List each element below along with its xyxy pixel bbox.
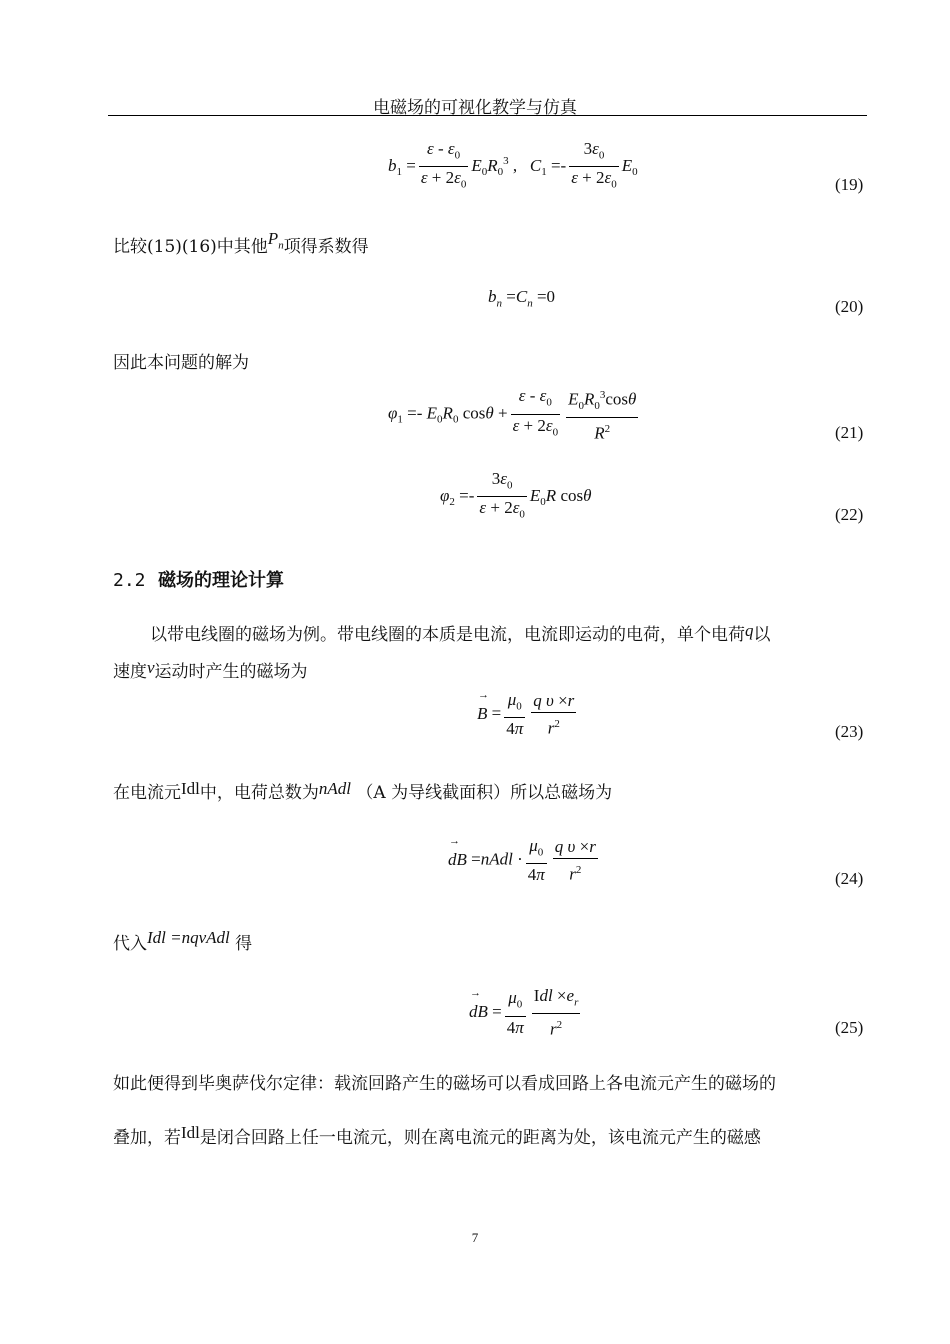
running-header: 电磁场的可视化教学与仿真 [373,98,577,118]
paragraph-current-element: 在电流元Idl中，电荷总数为nAdl （A 为导线截面积）所以总磁场为 [113,779,613,803]
paragraph-solution: 因此本问题的解为 [113,353,249,373]
equation-number-25: (25) [835,1018,864,1037]
section-heading: 2.2 磁场的理论计算 [113,570,285,591]
equation-number-22: (22) [835,505,864,524]
equation-19: $b_1$ = $\frac{\varepsilon - \varepsilon_0}{\varepsilon + 2\varepsilon_0}$ $E_0R_0^3$ , $C_1$ =- $\frac{3\varepsilon_0}{\varepsilon + 2\varepsilon_0}$ $E_0$ [388,139,638,191]
equation-24: → dB =nAdl · $\frac{\mu_0}{4\pi}$ $\frac{\text{q υ ×r}}{r^2}$ [448,835,601,886]
paragraph-coefficients: 比较(15)(16)中其他$P_n$项得系数得 [113,229,369,257]
equation-20: $b_n =C_n =0$ [488,287,556,310]
paragraph-biot-savart-line2: 叠加，若Idl是闭合回路上任一电流元，则在离电流元的距离为处，该电流元产生的磁感 [113,1123,761,1148]
equation-22: $\varphi_2$ =- $\frac{3\varepsilon_0}{\varepsilon + 2\varepsilon_0}$ $E_0R$ cosθ [440,469,592,521]
equation-number-21: (21) [835,423,864,442]
paragraph-coil-line1: 以带电线圈的磁场为例。带电线圈的本质是电流，电流即运动的电荷，单个电荷q以 [150,621,771,645]
paragraph-coil-line2: 速度v运动时产生的磁场为 [113,658,308,682]
equation-21: $\varphi_1 =- E_0R_0$ cosθ + $\frac{\varepsilon - \varepsilon_0}{\varepsilon + 2\varepsilon_0}$ $\frac{E_0R_0^3\cos\theta}{R^2}$ [388,384,641,445]
header-rule [108,115,867,116]
equation-number-19: (19) [835,175,864,194]
equation-number-20: (20) [835,297,864,316]
equation-number-24: (24) [835,869,864,888]
page-number: 7 [471,1230,479,1245]
equation-23: → B = $\frac{\mu_0}{4\pi}$ $\frac{\text{q υ ×r}}{r^2}$ [477,689,579,740]
equation-number-23: (23) [835,722,864,741]
paragraph-biot-savart-line1: 如此便得到毕奥萨伐尔定律：载流回路产生的磁场可以看成回路上各电流元产生的磁场的 [113,1074,776,1094]
paragraph-substitute: 代入Idl =nqvAdl 得 [113,928,253,954]
equation-25: → dB = $\frac{\mu_0}{4\pi}$ $\frac{Idl \times e_r}{r^2}$ [469,985,583,1041]
